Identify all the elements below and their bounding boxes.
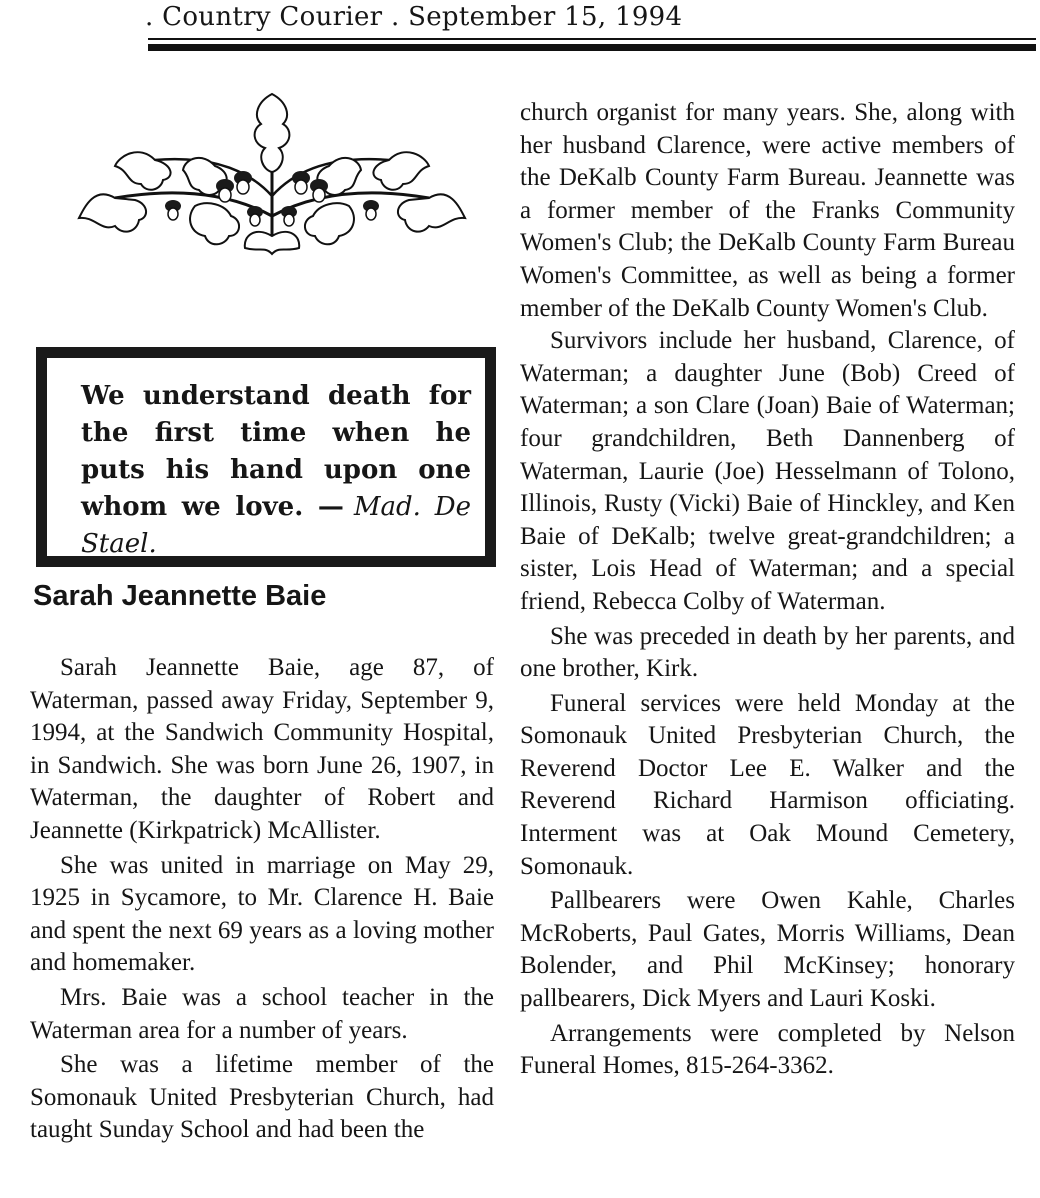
- quote-box: [36, 347, 496, 567]
- masthead: [145, 2, 682, 32]
- issue-date: September 15, 1994: [408, 2, 683, 32]
- article-paragraph: She was preceded in death by her parents, and one brother, Kirk.: [520, 622, 1015, 683]
- article-paragraph: She was a lifetime member of the Somonauk United Presbyterian Church, had taught Sunday School and had been the: [30, 1051, 494, 1144]
- header-rule-thick: [148, 44, 1036, 51]
- article-paragraph: Pallbearers were Owen Kahle, Charles McRoberts, Paul Gates, Morris Williams, Dean Bolender, and Phil McKinsey; honorary pallbearers, Dick Myers and Lauri Koski.: [520, 887, 1015, 1013]
- masthead-dot: .: [145, 2, 154, 32]
- oak-leaf-acorn-ornament-icon: [75, 86, 470, 256]
- quote-attribution: Mad. De Stael.: [81, 492, 472, 559]
- article-paragraph: Funeral services were held Monday at the Somonauk United Presbyterian Church, the Reverend Doctor Lee E. Walker and the Reverend Richard Harmison officiating. Interment was at Oak Mound Cemetery, Somonauk.: [520, 689, 1015, 880]
- masthead-dot: .: [390, 2, 400, 32]
- publication-name: Country Courier: [162, 2, 383, 32]
- article-paragraph: church organist for many years. She, along with her husband Clarence, were active members of the DeKalb County Farm Bureau. Jeannette was a former member of the Franks Community Women's Club; the DeKalb County Farm Bureau Women's Committee, as well as being a former member of the DeKalb County Women's Club.: [520, 99, 1015, 322]
- obituary-headline: Sarah Jeannette Baie: [33, 580, 327, 612]
- article-column-right: [520, 97, 1015, 1083]
- article-paragraph: Arrangements were completed by Nelson Funeral Homes, 815-264-3362.: [520, 1019, 1015, 1080]
- quote-body: We understand death for the first time when he puts his hand upon one whom we love. —: [81, 381, 471, 522]
- article-paragraph: Sarah Jeannette Baie, age 87, of Waterman, passed away Friday, September 9, 1994, at the Sandwich Community Hospital, in Sandwich. She was born June 26, 1907, in Waterman, the daughter of Robert and Jeannette (Kirkpatrick) McAllister.: [30, 654, 494, 844]
- header-rule-thin: [148, 38, 1036, 40]
- quote-text: [81, 378, 471, 563]
- article-column-left: [30, 652, 494, 1147]
- article-paragraph: Survivors include her husband, Clarence, of Waterman; a daughter June (Bob) Creed of Waterman; a son Clare (Joan) Baie of Waterman; four grandchildren, Beth Dannenberg of Waterman, Laurie (Joe) Hesselmann of Tolono, Illinois, Rusty (Vicki) Baie of Hinckley, and Ken Baie of DeKalb; twelve great-grandchildren; a sister, Lois Head of Waterman; and a special friend, Rebecca Colby of Waterman.: [520, 327, 1015, 615]
- article-paragraph: Mrs. Baie was a school teacher in the Waterman area for a number of years.: [30, 983, 494, 1044]
- article-paragraph: She was united in marriage on May 29, 1925 in Sycamore, to Mr. Clarence H. Baie and spent the next 69 years as a loving mother and homemaker.: [30, 851, 494, 977]
